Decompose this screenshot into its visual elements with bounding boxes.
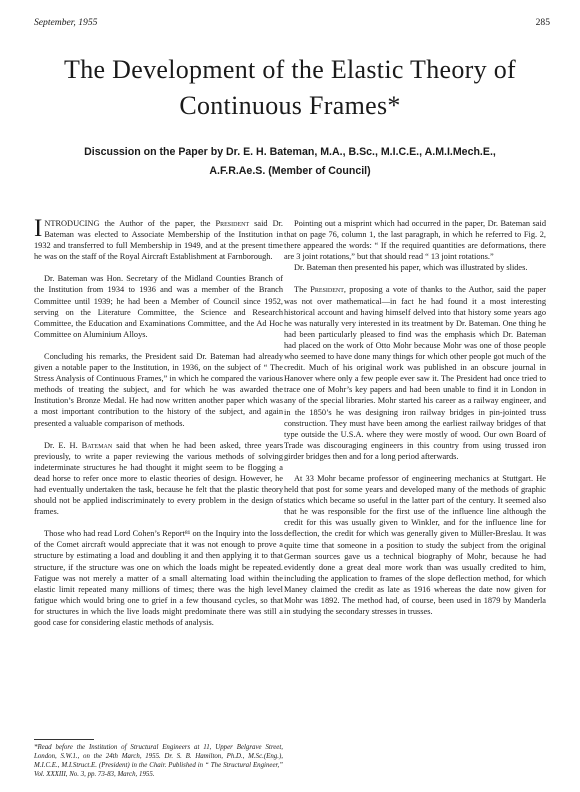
paragraph-introduction: INTRODUCING the Author of the paper, the President said Dr. Bateman was elected to Associate Membership of the Institution in 1932 and transferred to full Membership in 1949, and at the present time he was on the staff of the Royal Aircraft Establishment at Farnborough. — [34, 215, 283, 262]
byline-line-2: A.F.R.Ae.S. (Member of Council) — [209, 165, 371, 177]
footnote: *Read before the Institution of Structural Engineers at 11, Upper Belgrave Street, London, S.W.1., on the 24th March, 1955. Dr. S. B. Hamilton, Ph.D., M.Sc.(Eng.), M.I.C.E., M.I.Struct.E. (President) in the Chair. Published in “ The Structural Engineer,” Vol. XXXIII, No. 3, pp. 73-83, March, 1955. — [34, 744, 283, 778]
paragraph-career: Dr. Bateman was Hon. Secretary of the Midland Counties Branch of the Institution from 1934 to 1936 and was a member of the Branch Committee until 1939; he had been a Member of Council since 1952, serving on the Literature Committee, the Science and Research Committee, the Education and Examinations Committee, and the Ad Hoc Committee on Aluminium Alloys. — [34, 274, 283, 339]
byline — [44, 143, 536, 181]
drop-cap: I — [34, 215, 43, 242]
paragraph-slides: Dr. Bateman then presented his paper, which was illustrated by slides. — [294, 263, 528, 273]
page-number: 285 — [535, 17, 550, 28]
footnote-rule — [34, 739, 94, 740]
byline-line-1: Discussion on the Paper by Dr. E. H. Bateman, M.A., B.Sc., M.I.C.E., A.M.I.Mech.E., — [84, 146, 496, 158]
right-column — [284, 218, 546, 628]
running-head — [34, 17, 550, 31]
paragraph-concluding: Concluding his remarks, the President said Dr. Bateman had already given a notable paper to the Institution, in 1936, on the subject of “ The Stress Analysis of Continuous Frames,” in which he compared the various methods of treating the subject, and for which he was awarded the Institution’s Bronze Medal. He had now written another paper which was a most important contribution to the history of the subject, and again presented a valuable comparison of methods. — [34, 351, 283, 428]
issue-date: September, 1955 — [34, 17, 98, 28]
article-title — [20, 52, 560, 124]
paragraph-fatigue: Those who had read Lord Cohen’s Report⁸¹ on the Inquiry into the loss of the Comet aircraft would appreciate that it was not enough to prove a structure by estimating a load and doubling it and then applying it to that structure, if the structure was one on which the loads might be repeated. Fatigue was not merely a matter of a small alternating load within the elastic limit repeated many millions of times; there was the high level fatigue which would bring one to grief in a few thousand cycles, so that for structures in which the live loads might predominate there was still a good case for considering elastic methods of analysis. — [34, 529, 283, 627]
paragraph-author-reply: Dr. E. H. Bateman said that when he had been asked, three years previously, to write a paper reviewing the various methods of solving indeterminate structures he had thought it might seem to be flogging a dead horse to refer once more to elastic theories of design. However, he had eventually undertaken the task, because he felt that the plastic theory should not be applied indiscriminately to every problem in the design of frames. — [34, 440, 283, 517]
left-column — [34, 215, 283, 639]
title-line-2: Continuous Frames* — [179, 91, 401, 120]
paragraph-misprint: Pointing out a misprint which had occurred in the paper, Dr. Bateman said that on page 76, column 1, the last paragraph, in which he referred to Fig. 2, there appeared the words: “ If the required quantities are deformations, there are 3 joint rotations,” but that should read “ 13 joint rotations.” — [284, 219, 546, 262]
paragraph-mohr-stuttgart: At 33 Mohr became professor of engineering mechanics at Stuttgart. He held that post for some years and developed many of the methods of graphic statics which became so useful in the latter part of the century. It seemed also that he was responsible for the first use of the influence line although the credit for this was usually given to Winkler, and for the influence line for deflection, the credit for which was generally given to Müller-Breslau. It was quite time that someone in a position to study the subject from the original German sources gave us a technical biography of Mohr, because he had evidently done a great deal more work than was usually credited to him, including the application to frames of the slope deflection method, for which Maney claimed the credit as late as 1916 whereas the date now given for Mohr was 1892. The method had, of course, been used in 1879 by Manderla in studying the secondary stresses in trusses. — [284, 473, 546, 617]
paragraph-vote-of-thanks: The President, proposing a vote of thanks to the Author, said the paper was not over mathematical—in fact he had found it a most interesting historical account and having himself delved into that history some years ago he was naturally very interested in its treatment by Dr. Bateman. One thing he had been particularly pleased to find was the emphasis which Dr. Bateman had placed on the work of Otto Mohr because Mohr was one of those people who seemed to have done many things for which other people got much of the credit. Much of his original work was published in an obscure journal in Hanover where only a few people ever saw it. The President had once tried to trace one of Mohr’s key papers and had been unable to find it in London in any of the special libraries. Mohr started his career as a railway engineer, and in the 1850’s he was designing iron railway bridges in pin-jointed truss construction. They must have been among the earliest railway bridges of that type outside the U.S.A. where they were mostly of wood. Our own Board of Trade was discouraging engineers in this country from using trussed iron girder bridges then and for a long period afterwards. — [284, 285, 546, 461]
title-line-1: The Development of the Elastic Theory of — [64, 55, 516, 84]
